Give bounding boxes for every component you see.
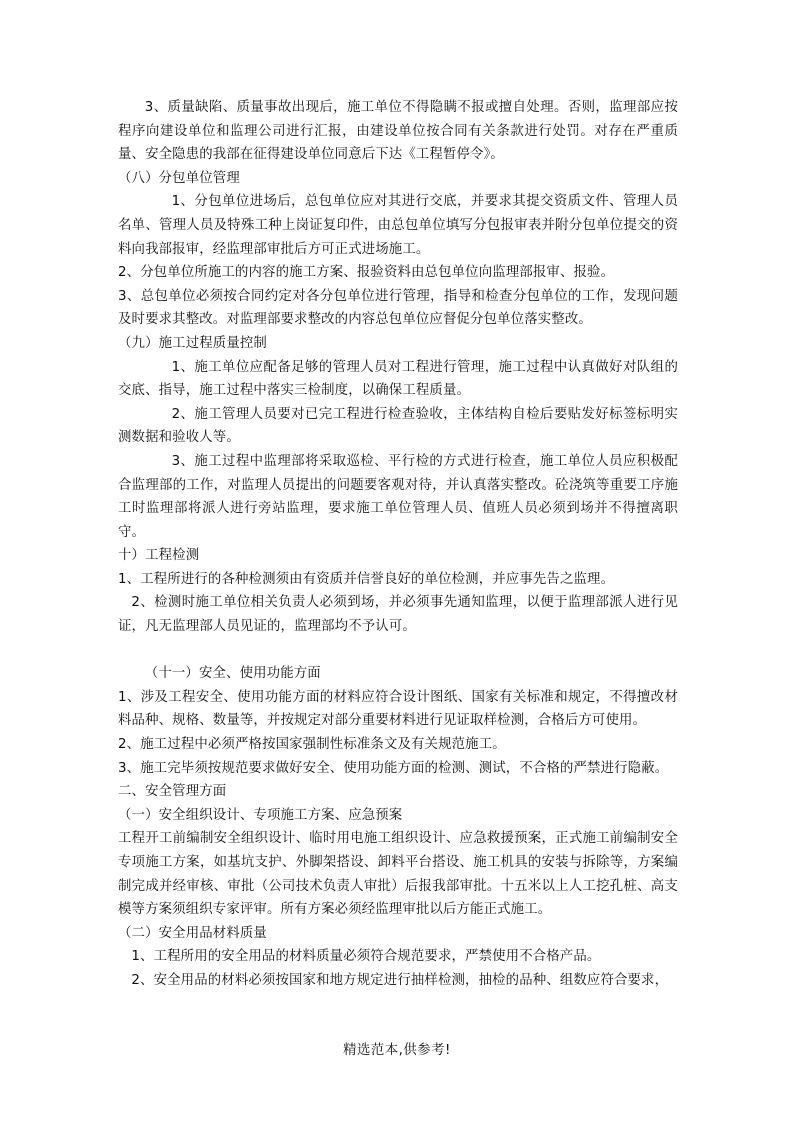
paragraph: （二）安全用品材料质量 [118, 925, 267, 941]
paragraph: 二、安全管理方面 [118, 784, 227, 800]
paragraph: 2、检测时施工单位相关负责人必须到场，并必须事先通知监理，以便于监理部派人进行见证，凡无监理部人员见证的，监理部均不予认可。 [118, 595, 678, 635]
paragraph: 1、工程所用的安全用品的材料质量必须符合规范要求，严禁使用不合格产品。 [131, 949, 601, 965]
paragraph: 十）工程检测 [118, 548, 200, 564]
paragraph: 3、质量缺陷、质量事故出现后，施工单位不得隐瞒不报或擅自处理。否则，监理部应按程序向建设单位和监理公司进行汇报，由建设单位按合同有关条款进行处罚。对存在严重质量、安全隐患的我部在征得建设单位同意后下达《工程暂停令》。 [118, 100, 678, 163]
paragraph: 2、分包单位所施工的内容的施工方案、报验资料由总包单位向监理部报审、报验。 [118, 265, 615, 281]
paragraph: 2、施工过程中必须严格按国家强制性标准条文及有关规范施工。 [118, 737, 506, 753]
paragraph: 工程开工前编制安全组织设计、临时用电施工组织设计、应急救援预案，正式施工前编制安全专项施工方案，如基坑支护、外脚架搭设、卸料平台搭设、施工机具的安装与拆除等，方案编制完成并经审核、审批（公司技术负责人审批）后报我部审批。十五米以上人工挖孔桩、高支模等方案须组织专家评审。所有方案必须经监理审批以后方能正式施工。 [118, 831, 678, 918]
paragraph: （十一）安全、使用功能方面 [144, 666, 321, 682]
paragraph: 1、分包单位进场后，总包单位应对其进行交底，并要求其提交资质文件、管理人员名单、管理人员及特殊工种上岗证复印件，由总包单位填写分包报审表并附分包单位提交的资料向我部报审，经监理部审批后方可正式进场施工。 [118, 194, 678, 257]
paragraph: 1、涉及工程安全、使用功能方面的材料应符合设计图纸、国家有关标准和规定，不得擅改材料品种、规格、数量等，并按规定对部分重要材料进行见证取样检测，合格后方可使用。 [118, 689, 678, 729]
paragraph: 1、工程所进行的各种检测须由有资质并信誉良好的单位检测，并应事先告之监理。 [118, 571, 615, 587]
paragraph: （九）施工过程质量控制 [118, 335, 267, 351]
paragraph: 2、施工管理人员要对已完工程进行检查验收，主体结构自检后要贴发好标签标明实测数据和验收人等。 [118, 406, 678, 446]
paragraph: （一）安全组织设计、专项施工方案、应急预案 [118, 807, 403, 823]
paragraph: 3、施工过程中监理部将采取巡检、平行检的方式进行检查，施工单位人员应积极配合监理部的工作，对监理人员提出的问题要客观对待，并认真落实整改。砼浇筑等重要工序施工时监理部将派人进行旁站监理，要求施工单位管理人员、值班人员必须到场并不得擅离职守。 [118, 453, 678, 540]
page-footer: 精选范本,供参考! [343, 1043, 451, 1058]
paragraph: 2、安全用品的材料必须按国家和地方规定进行抽样检测，抽检的品种、组数应符合要求， [131, 972, 669, 988]
paragraph: 3、施工完毕须按规范要求做好安全、使用功能方面的检测、测试，不合格的严禁进行隐蔽。 [118, 760, 669, 776]
document-body [118, 96, 678, 993]
paragraph: （八）分包单位管理 [118, 170, 240, 186]
paragraph: 1、施工单位应配备足够的管理人员对工程进行管理，施工过程中认真做好对队组的交底、指导，施工过程中落实三检制度，以确保工程质量。 [118, 359, 678, 399]
paragraph: 3、总包单位必须按合同约定对各分包单位进行管理，指导和检查分包单位的工作，发现问题及时要求其整改。对监理部要求整改的内容总包单位应督促分包单位落实整改。 [118, 288, 678, 328]
